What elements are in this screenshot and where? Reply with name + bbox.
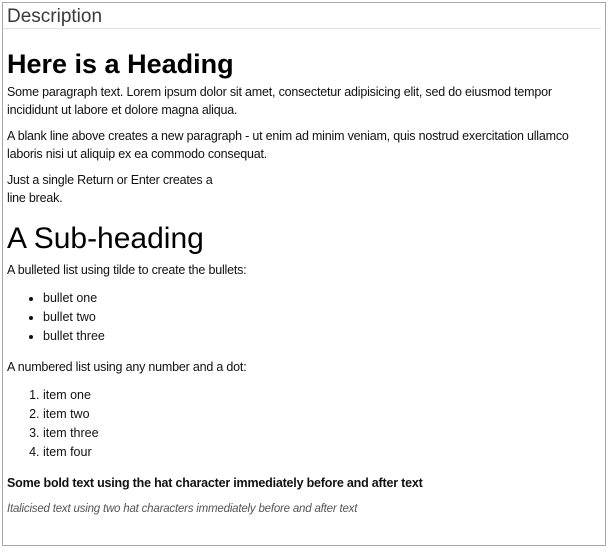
bold-text: Some bold text using the hat character immediately before and after text	[7, 476, 423, 490]
paragraph-3	[7, 171, 599, 207]
numbered-list	[7, 386, 599, 462]
description-content	[3, 49, 605, 518]
list-item: • bullet two	[43, 308, 599, 327]
bullet-list-intro: A bulleted list using tilde to create the bullets:	[7, 263, 247, 277]
list-item: 4. item four	[43, 443, 599, 462]
heading: Here is a Heading	[7, 49, 234, 79]
italic-text: Italicised text using two hat characters immediately before and after text	[7, 503, 358, 515]
list-item: 3. item three	[43, 424, 599, 443]
paragraph-2: A blank line above creates a new paragraph - ut enim ad minim veniam, quis nostrud exercitation ullamco laboris nisi ut aliquip ex ea commodo consequat.	[7, 129, 569, 161]
description-panel	[2, 2, 606, 546]
list-item: • bullet one	[43, 289, 599, 308]
list-item: 2. item two	[43, 405, 599, 424]
paragraph-3-line-2: line break.	[7, 191, 63, 205]
list-item: • bullet three	[43, 327, 599, 346]
panel-title: Description	[3, 3, 601, 29]
list-item: 1. item one	[43, 386, 599, 405]
numbered-list-intro: A numbered list using any number and a dot:	[7, 360, 247, 374]
subheading: A Sub-heading	[7, 222, 204, 255]
bullet-list	[7, 289, 599, 346]
paragraph-3-line-1: Just a single Return or Enter creates a	[7, 173, 213, 187]
paragraph-1: Some paragraph text. Lorem ipsum dolor sit amet, consectetur adipisicing elit, sed do eiusmod tempor incididunt ut labore et dolore magna aliqua.	[7, 85, 552, 117]
